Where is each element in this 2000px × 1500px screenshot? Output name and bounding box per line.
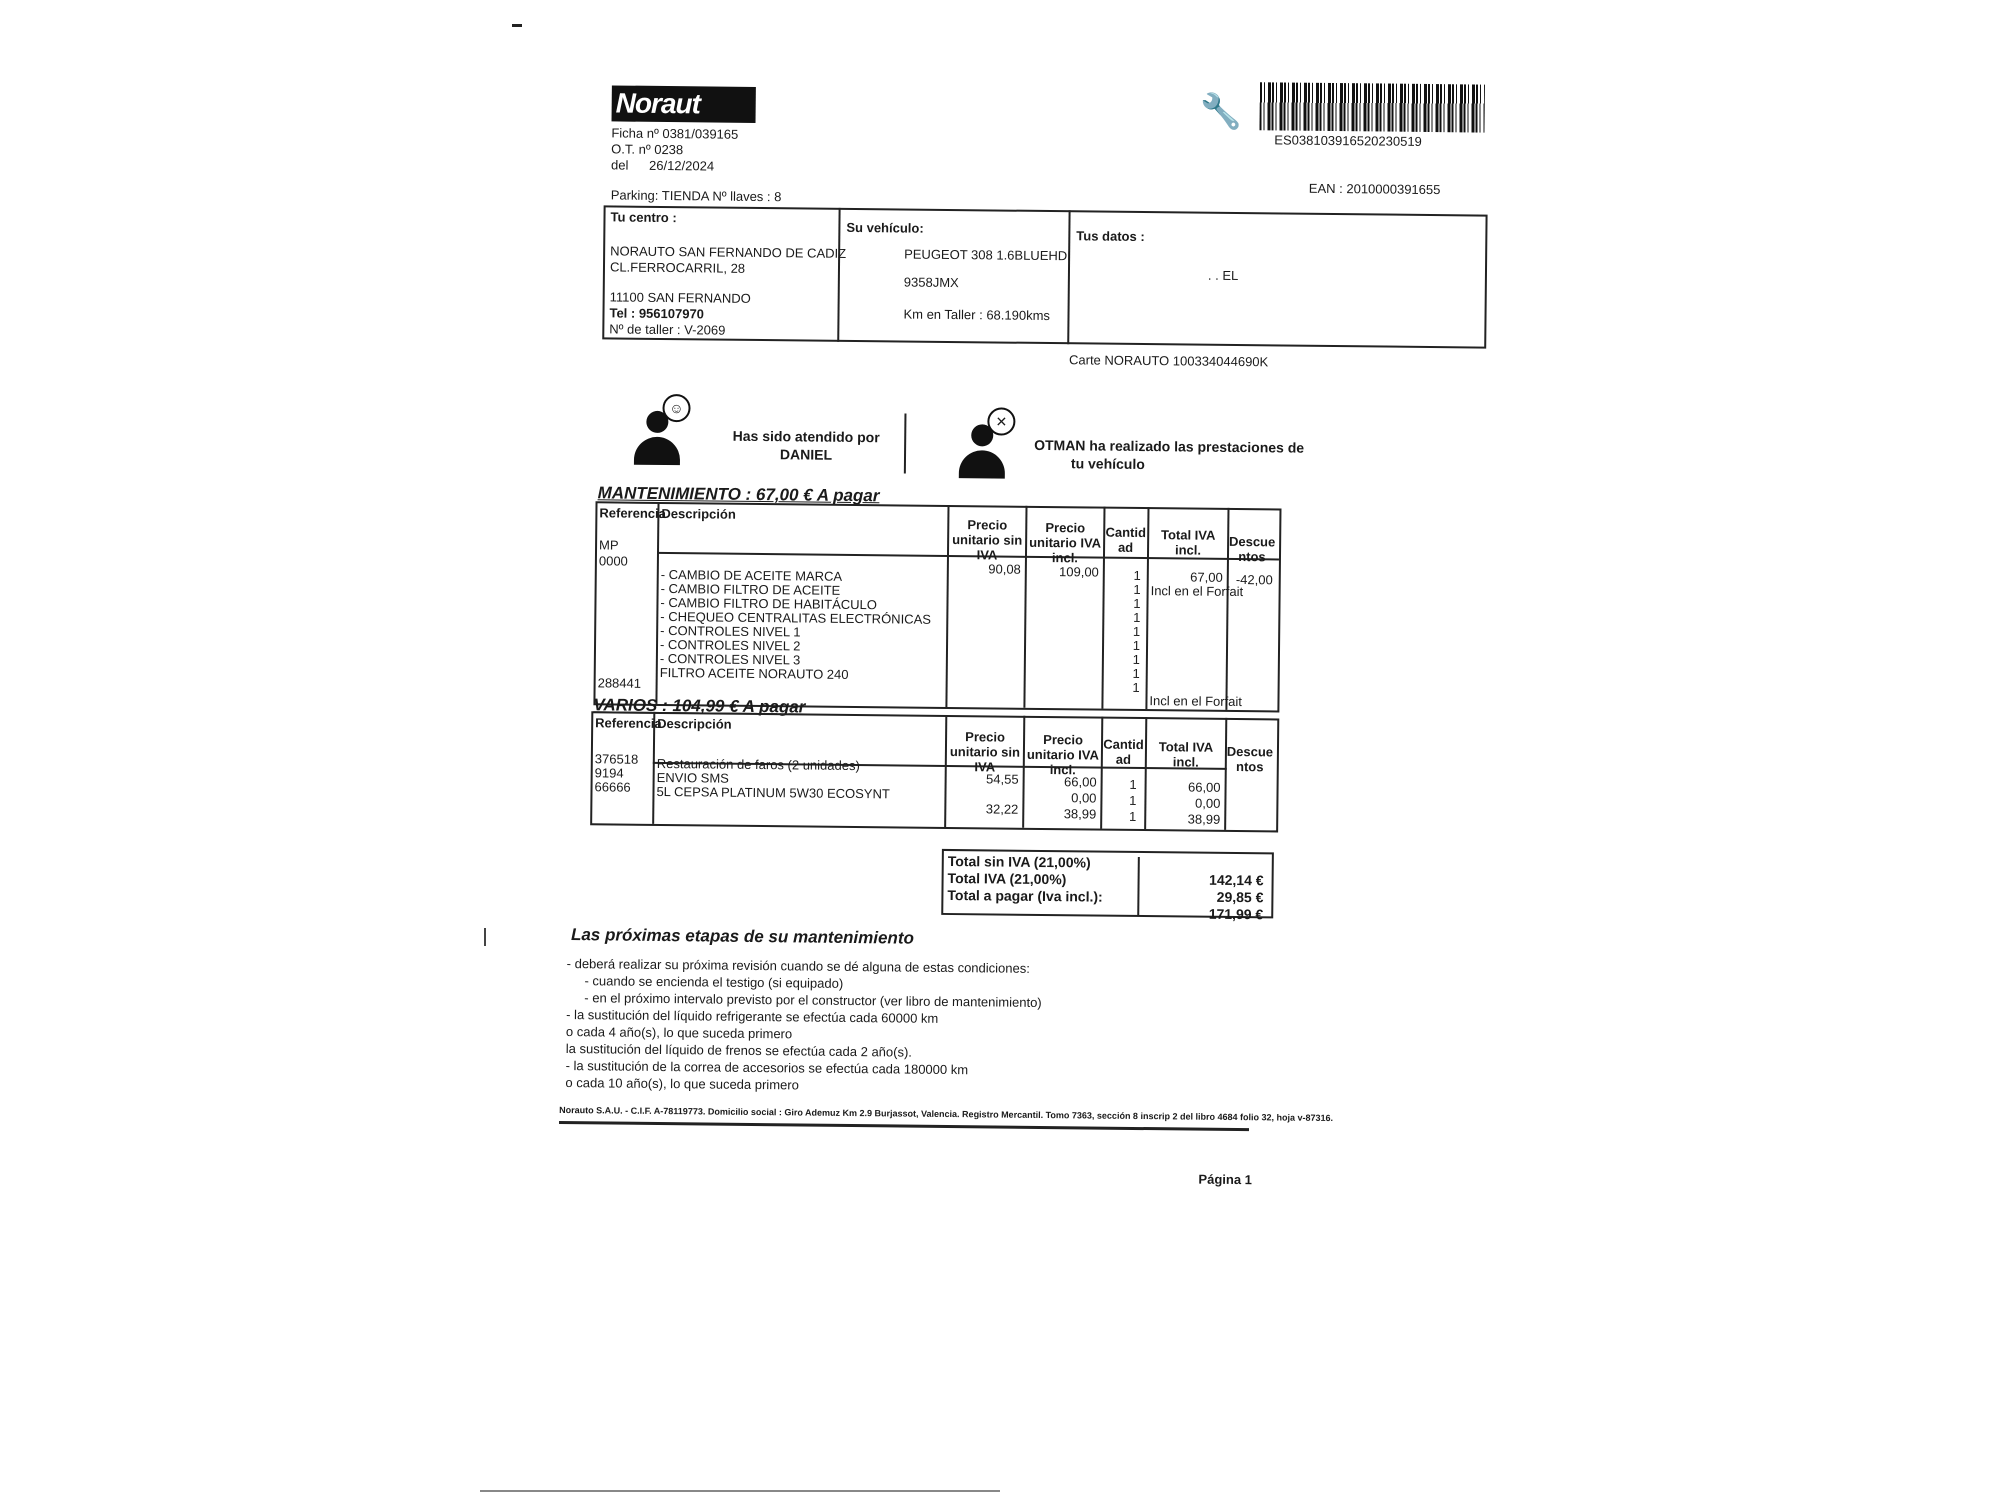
- list-item: o cada 10 año(s), lo que suceda primero: [565, 1075, 799, 1093]
- next-steps-list: [565, 955, 1042, 1096]
- col-precio-incl: Precio unitario IVA incl.: [1029, 520, 1102, 566]
- totals-labels: [947, 853, 1103, 906]
- col-total: Total IVA incl.: [1160, 527, 1216, 558]
- total-pagar-value: 171,99 €: [1208, 905, 1264, 923]
- centro-street: CL.FERROCARRIL, 28: [609, 259, 746, 276]
- col-referencia: Referencia: [595, 715, 662, 731]
- order-date: 26/12/2024: [648, 157, 715, 174]
- centro-title: Tu centro :: [610, 209, 677, 226]
- col-referencia: Referencia: [599, 505, 666, 522]
- varios-rows: 376518 Restauración de faros (2 unidades) 54,55 66,00 1 66,00 9194 ENVIO SMS 0,00 1 0,00 66666 5L CEPSA PLATINUM 5W30 ECOSYNT 32,22 38,99 1 38,99: [594, 751, 1221, 827]
- maint-price-sin: 90,08: [988, 561, 1021, 577]
- maint-items: [660, 568, 932, 683]
- ean-code: EAN : 2010000391655: [1308, 180, 1441, 198]
- total-iva-value: 29,85 €: [1216, 888, 1264, 906]
- list-item: - cuando se encienda el testigo (si equipado): [584, 973, 844, 991]
- vehiculo-title: Su vehículo:: [846, 219, 924, 236]
- list-item: - CHEQUEO CENTRALITAS ELECTRÓNICAS: [660, 608, 932, 627]
- performed-line2: tu vehículo: [1070, 455, 1145, 473]
- barcode: [1259, 82, 1484, 132]
- col-descuentos: Descuentos: [1228, 533, 1276, 565]
- total-sin-iva-value: 142,14 €: [1209, 871, 1264, 889]
- col-precio-sin: Precio unitario sin IVA: [949, 729, 1021, 775]
- legal-footer: Norauto S.A.U. - C.I.F. A-78119773. Domicilio social : Giro Ademuz Km 2.9 Burjassot, Valencia. Registro Mercantil. Tomo 7363, sección 8 inscrip 2 del libro 4684 folio 32, hoja v-87316.: [559, 1104, 1334, 1124]
- next-steps-title: Las próximas etapas de su mantenimiento: [570, 925, 915, 948]
- total-sin-iva-label: Total sin IVA (21,00%): [947, 852, 1091, 871]
- list-item: - deberá realizar su próxima revisión cuando se dé alguna de estas condiciones:: [566, 956, 1030, 976]
- list-item: - CONTROLES NIVEL 1: [660, 622, 801, 640]
- vehicle-km: Km en Taller : 68.190kms: [903, 306, 1051, 324]
- forfait-label: Incl en el Forfait: [1150, 583, 1244, 600]
- list-item: la sustitución del líquido de frenos se efectúa cada 2 año(s).: [565, 1041, 913, 1060]
- ot-number: O.T. nº 0238: [611, 141, 684, 158]
- list-item: FILTRO ACEITE NORAUTO 240: [659, 664, 849, 682]
- carte-norauto: Carte NORAUTO 100334044690K: [1068, 352, 1269, 370]
- vehicle-plate: 9358JMX: [903, 274, 959, 291]
- invoice-document: [556, 75, 1490, 1465]
- attended-label: Has sido atendido por: [732, 427, 880, 446]
- maint-discount: -42,00: [1235, 572, 1273, 588]
- maint-price-incl: 109,00: [1058, 564, 1099, 580]
- col-cantidad: Cantidad: [1103, 736, 1144, 767]
- tools-icon: ✕: [987, 407, 1015, 435]
- datos-title: Tus datos :: [1076, 228, 1145, 245]
- centro-taller: Nº de taller : V-2069: [609, 321, 726, 338]
- list-item: - CAMBIO FILTRO DE HABITÁCULO: [660, 594, 878, 613]
- col-descripcion: Descripción: [661, 505, 736, 522]
- list-item: - la sustitución del líquido refrigerante se efectúa cada 60000 km: [566, 1007, 939, 1026]
- list-item: o cada 4 año(s), lo que suceda primero: [565, 1024, 793, 1042]
- col-cantidad: Cantidad: [1105, 524, 1147, 555]
- centro-name: NORAUTO SAN FERNANDO DE CADIZ: [610, 243, 847, 261]
- staff-divider: [904, 414, 907, 474]
- col-descripcion: Descripción: [657, 715, 732, 732]
- performed-line1: OTMAN ha realizado las prestaciones de: [1034, 436, 1305, 456]
- attended-name: DANIEL: [779, 446, 833, 463]
- parking-info: Parking: TIENDA Nº llaves : 8: [610, 187, 782, 205]
- scan-edge: [480, 1490, 1000, 1492]
- barcode-number: ES038103916520230519: [1274, 132, 1422, 149]
- maint-total: 67,00: [1190, 569, 1223, 585]
- list-item: - en el próximo intervalo previsto por el constructor (ver libro de mantenimiento): [584, 990, 1042, 1010]
- datos-partial: . . EL: [1207, 267, 1239, 284]
- list-item: - CONTROLES NIVEL 3: [659, 650, 801, 668]
- forfait-label: Incl en el Forfait: [1149, 693, 1243, 710]
- norauto-logo: Noraut: [612, 85, 756, 123]
- date-label: del: [610, 157, 629, 173]
- smiley-icon: ☺: [662, 394, 690, 422]
- col-total: Total IVA incl.: [1158, 739, 1214, 770]
- list-item: - CAMBIO FILTRO DE ACEITE: [660, 580, 841, 598]
- vehicle-model: PEUGEOT 308 1.6BLUEHDI: [904, 246, 1071, 264]
- list-item: - la sustitución de la correa de accesorios se efectúa cada 180000 km: [565, 1058, 969, 1078]
- ref-filter: 288441: [597, 675, 642, 691]
- mantenimiento-title: MANTENIMIENTO : 67,00 € A pagar: [597, 483, 880, 506]
- list-item: - CONTROLES NIVEL 2: [659, 636, 801, 654]
- scan-mark: [512, 24, 522, 27]
- total-pagar-label: Total a pagar (Iva incl.):: [947, 886, 1103, 905]
- wrench-icon: 🔧: [1199, 92, 1243, 132]
- maint-qty-col: 1 1 1 1 1 1 1 1 1: [1132, 567, 1141, 695]
- centro-city: 11100 SAN FERNANDO: [609, 289, 751, 306]
- page-number: Página 1: [1198, 1171, 1253, 1188]
- list-item: - CAMBIO DE ACEITE MARCA: [660, 566, 843, 584]
- ref-mp: MP 0000: [598, 537, 628, 569]
- scan-mark: [484, 928, 486, 946]
- centro-tel: Tel : 956107970: [609, 305, 705, 322]
- total-iva-label: Total IVA (21,00%): [947, 869, 1067, 888]
- col-precio-incl: Precio unitario IVA incl.: [1026, 731, 1099, 778]
- col-descuentos: Descuentos: [1226, 743, 1274, 775]
- info-box: [602, 205, 1487, 348]
- totals-values: [1141, 871, 1264, 923]
- col-precio-sin: Precio unitario sin IVA: [952, 517, 1023, 563]
- footer-rule: [559, 1121, 1249, 1131]
- varios-title: VARIOS : 104,99 € A pagar: [593, 695, 806, 717]
- ficha-number: Ficha nº 0381/039165: [611, 125, 739, 142]
